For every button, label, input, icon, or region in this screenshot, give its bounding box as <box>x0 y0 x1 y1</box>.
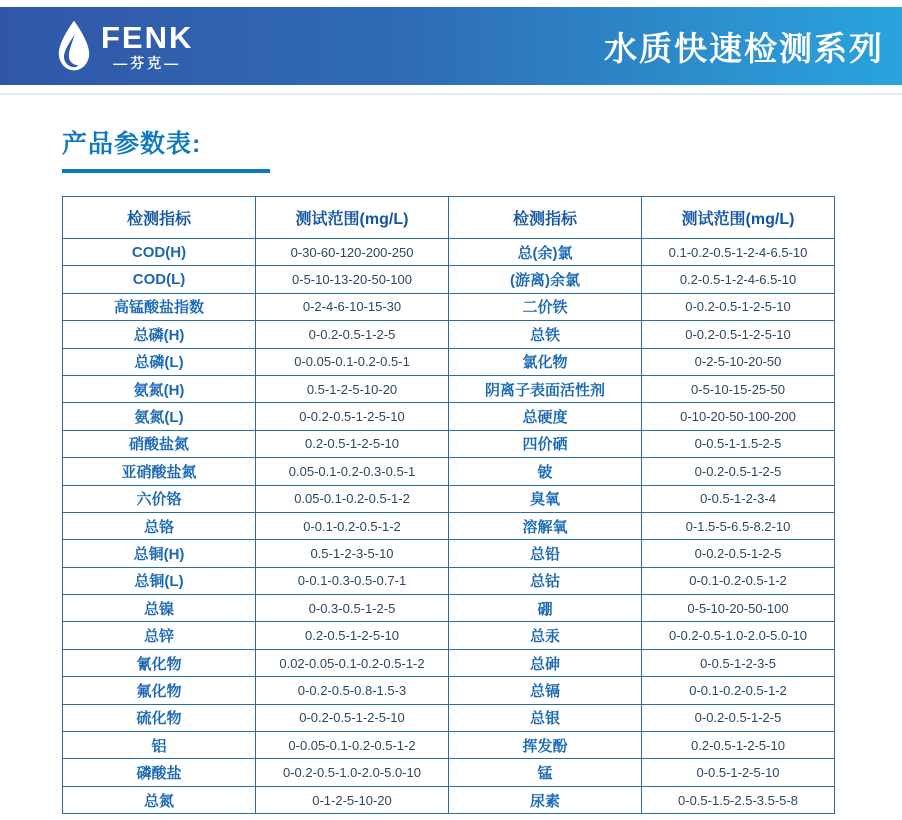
indicator-cell: 总磷(L) <box>63 348 256 375</box>
indicator-cell: COD(H) <box>63 239 256 266</box>
range-cell: 0-1-2-5-10-20 <box>256 786 449 813</box>
range-cell: 0-0.05-0.1-0.2-0.5-1 <box>256 348 449 375</box>
table-row <box>63 732 835 759</box>
top-banner <box>0 7 902 85</box>
indicator-cell: 六价铬 <box>63 485 256 512</box>
indicator-cell: 氯化物 <box>449 348 642 375</box>
range-cell: 0-0.2-0.5-1.0-2.0-5.0-10 <box>256 759 449 786</box>
range-cell: 0-0.1-0.2-0.5-1-2 <box>642 567 835 594</box>
indicator-cell: 亚硝酸盐氮 <box>63 458 256 485</box>
range-cell: 0-0.2-0.5-1-2-5 <box>642 540 835 567</box>
range-cell: 0-0.5-1-1.5-2-5 <box>642 430 835 457</box>
indicator-cell: 总汞 <box>449 622 642 649</box>
indicator-cell: 氟化物 <box>63 677 256 704</box>
indicator-cell: 总锌 <box>63 622 256 649</box>
table-row <box>63 321 835 348</box>
table-row <box>63 622 835 649</box>
table-row <box>63 786 835 813</box>
table-row <box>63 403 835 430</box>
range-cell: 0-0.2-0.5-1-2-5-10 <box>642 293 835 320</box>
range-cell: 0.02-0.05-0.1-0.2-0.5-1-2 <box>256 649 449 676</box>
brand-text-block <box>101 22 193 70</box>
brand-name: FENK <box>101 20 194 55</box>
indicator-cell: 总镉 <box>449 677 642 704</box>
range-cell: 0-0.2-0.5-1-2-5 <box>642 458 835 485</box>
indicator-cell: 总镍 <box>63 595 256 622</box>
table-header-row <box>63 197 835 239</box>
range-cell: 0.2-0.5-1-2-5-10 <box>256 622 449 649</box>
range-cell: 0.5-1-2-5-10-20 <box>256 375 449 402</box>
indicator-cell: 总银 <box>449 704 642 731</box>
range-cell: 0-10-20-50-100-200 <box>642 403 835 430</box>
range-cell: 0-0.5-1-2-5-10 <box>642 759 835 786</box>
range-cell: 0-0.1-0.2-0.5-1-2 <box>642 677 835 704</box>
range-cell: 0-0.5-1-2-3-5 <box>642 649 835 676</box>
brand-name-chinese: —芬克— <box>113 55 182 71</box>
range-cell: 0-0.2-0.5-0.8-1.5-3 <box>256 677 449 704</box>
table-row <box>63 266 835 293</box>
indicator-cell: 总铜(H) <box>63 540 256 567</box>
range-cell: 0.05-0.1-0.2-0.5-1-2 <box>256 485 449 512</box>
indicator-cell: (游离)余氯 <box>449 266 642 293</box>
range-cell: 0.2-0.5-1-2-5-10 <box>642 732 835 759</box>
range-cell: 0-0.05-0.1-0.2-0.5-1-2 <box>256 732 449 759</box>
table-row <box>63 348 835 375</box>
banner-divider <box>0 93 902 95</box>
table-row <box>63 458 835 485</box>
indicator-cell: 氨氮(L) <box>63 403 256 430</box>
table-row <box>63 649 835 676</box>
indicator-cell: 铝 <box>63 732 256 759</box>
range-cell: 0-5-10-20-50-100 <box>642 595 835 622</box>
range-cell: 0.1-0.2-0.5-1-2-4-6.5-10 <box>642 239 835 266</box>
range-cell: 0-30-60-120-200-250 <box>256 239 449 266</box>
indicator-cell: 氨氮(H) <box>63 375 256 402</box>
column-header: 检测指标 <box>63 197 256 239</box>
table-row <box>63 677 835 704</box>
indicator-cell: 总氮 <box>63 786 256 813</box>
range-cell: 0-0.2-0.5-1-2-5-10 <box>256 403 449 430</box>
page-title: 产品参数表: <box>62 130 202 158</box>
column-header: 测试范围(mg/L) <box>256 197 449 239</box>
indicator-cell: 阴离子表面活性剂 <box>449 375 642 402</box>
range-cell: 0-5-10-13-20-50-100 <box>256 266 449 293</box>
range-cell: 0-2-5-10-20-50 <box>642 348 835 375</box>
series-title: 水质快速检测系列 <box>604 29 884 67</box>
indicator-cell: 总铁 <box>449 321 642 348</box>
indicator-cell: 锰 <box>449 759 642 786</box>
range-cell: 0-0.2-0.5-1-2-5 <box>642 704 835 731</box>
indicator-cell: 总硬度 <box>449 403 642 430</box>
indicator-cell: 硝酸盐氮 <box>63 430 256 457</box>
range-cell: 0.05-0.1-0.2-0.3-0.5-1 <box>256 458 449 485</box>
range-cell: 0-0.3-0.5-1-2-5 <box>256 595 449 622</box>
table-row <box>63 567 835 594</box>
indicator-cell: 硫化物 <box>63 704 256 731</box>
indicator-cell: COD(L) <box>63 266 256 293</box>
table-row <box>63 759 835 786</box>
indicator-cell: 溶解氧 <box>449 512 642 539</box>
range-cell: 0-0.2-0.5-1-2-5 <box>256 321 449 348</box>
indicator-cell: 尿素 <box>449 786 642 813</box>
range-cell: 0-0.2-0.5-1-2-5-10 <box>642 321 835 348</box>
column-header: 测试范围(mg/L) <box>642 197 835 239</box>
range-cell: 0-0.5-1.5-2.5-3.5-5-8 <box>642 786 835 813</box>
range-cell: 0-0.2-0.5-1-2-5-10 <box>256 704 449 731</box>
table-row <box>63 430 835 457</box>
range-cell: 0-5-10-15-25-50 <box>642 375 835 402</box>
title-underline <box>62 169 270 173</box>
indicator-cell: 总钴 <box>449 567 642 594</box>
table-row <box>63 704 835 731</box>
table-row <box>63 293 835 320</box>
range-cell: 0.5-1-2-3-5-10 <box>256 540 449 567</box>
indicator-cell: 臭氧 <box>449 485 642 512</box>
indicator-cell: 总砷 <box>449 649 642 676</box>
indicator-cell: 挥发酚 <box>449 732 642 759</box>
range-cell: 0-0.2-0.5-1.0-2.0-5.0-10 <box>642 622 835 649</box>
indicator-cell: 总磷(H) <box>63 321 256 348</box>
table-row <box>63 485 835 512</box>
range-cell: 0-2-4-6-10-15-30 <box>256 293 449 320</box>
indicator-cell: 总铬 <box>63 512 256 539</box>
indicator-cell: 总(余)氯 <box>449 239 642 266</box>
indicator-cell: 二价铁 <box>449 293 642 320</box>
indicator-cell: 高锰酸盐指数 <box>63 293 256 320</box>
range-cell: 0-1.5-5-6.5-8.2-10 <box>642 512 835 539</box>
section-heading <box>62 124 902 173</box>
indicator-cell: 四价硒 <box>449 430 642 457</box>
water-drop-icon <box>54 18 101 74</box>
indicator-cell: 磷酸盐 <box>63 759 256 786</box>
range-cell: 0-0.1-0.3-0.5-0.7-1 <box>256 567 449 594</box>
table-row <box>63 540 835 567</box>
range-cell: 0.2-0.5-1-2-5-10 <box>256 430 449 457</box>
indicator-cell: 总铅 <box>449 540 642 567</box>
indicator-cell: 总铜(L) <box>63 567 256 594</box>
table-row <box>63 595 835 622</box>
table-row <box>63 512 835 539</box>
range-cell: 0-0.1-0.2-0.5-1-2 <box>256 512 449 539</box>
indicator-cell: 铍 <box>449 458 642 485</box>
column-header: 检测指标 <box>449 197 642 239</box>
indicator-cell: 氰化物 <box>63 649 256 676</box>
range-cell: 0.2-0.5-1-2-4-6.5-10 <box>642 266 835 293</box>
brand-logo <box>54 18 193 74</box>
range-cell: 0-0.5-1-2-3-4 <box>642 485 835 512</box>
indicator-cell: 硼 <box>449 595 642 622</box>
table-body <box>63 239 835 814</box>
table-row <box>63 375 835 402</box>
parameters-table <box>62 196 835 814</box>
table-row <box>63 239 835 266</box>
